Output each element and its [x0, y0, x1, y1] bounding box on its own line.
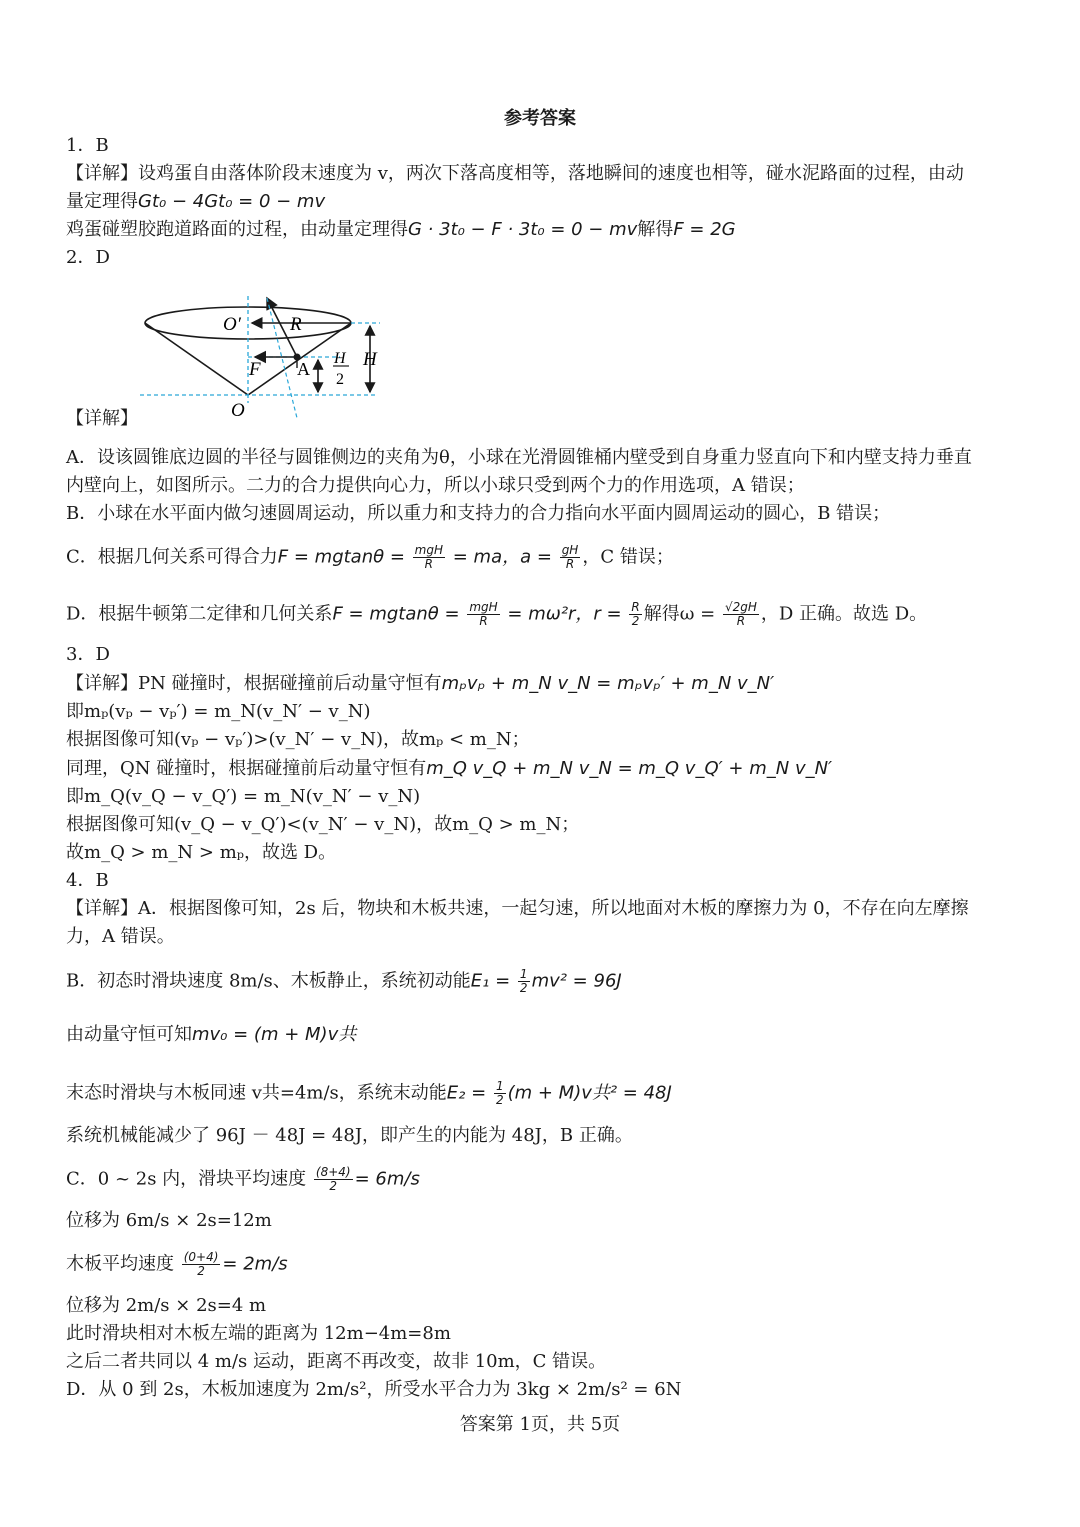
q4-c3-eq: = 2m/s [222, 1253, 288, 1275]
q1-detail-line1: 【详解】设鸡蛋自由落体阶段末速度为 v，两次下落高度相等，落地瞬间的速度也相等，碰水泥路面的过程，由动 [66, 163, 964, 184]
label-h: H [363, 349, 377, 370]
label-o-prime: O′ [223, 314, 241, 335]
q1-equation-1: Gt₀ − 4Gt₀ = 0 − mv [138, 191, 326, 212]
q4-c3-text: 木板平均速度 [66, 1253, 174, 1275]
q2-c-text: C．根据几何关系可得合力 [66, 546, 278, 568]
q4-d-line1: D．从 0 到 2s，木板加速度为 2m/s²，所受水平合力为 3kg × 2m/s² = 6N [66, 1379, 682, 1400]
q1-detail-line3 [66, 218, 736, 242]
q2-d-frac3 [723, 601, 759, 628]
q2-c-frac2-num: gH [561, 543, 579, 557]
label-half-h-num: H [334, 350, 346, 367]
q2-d-text: D．根据牛顿第二定律和几何关系 [66, 603, 333, 625]
q4-b-line3 [66, 1080, 672, 1107]
label-r: R [290, 314, 302, 335]
q4-c-line3 [66, 1251, 288, 1278]
q4-b3-eq-pre: E₂ = [446, 1082, 487, 1104]
q4-c1-eq: = 6m/s [354, 1168, 420, 1190]
q2-b-line: B．小球在水平面内做匀速圆周运动，所以重力和支持力的合力指向水平面内圆周运动的圆心，B 错误； [66, 503, 891, 524]
q4-b1-frac-num: 1 [519, 967, 528, 981]
q2-d-eq1: F = mgtanθ = [332, 603, 460, 625]
label-a: A [297, 359, 310, 379]
q2-detail-label: 【详解】 [66, 408, 138, 429]
q4-c3-frac-num: (0+4) [183, 1250, 219, 1264]
q4-c1-frac [314, 1166, 353, 1193]
q4-b3-text: 末态时滑块与木板同速 v共=4m/s，系统末动能 [66, 1082, 447, 1104]
cone-diagram [140, 288, 390, 428]
q3-line4-eq: m_Q v_Q + m_N v_N = m_Q v_Q′ + m_N v_N′ [426, 758, 833, 779]
q3-line4 [66, 757, 832, 781]
q2-d-frac3-den: R [736, 614, 746, 628]
q4-c-line1 [66, 1166, 420, 1193]
q4-b2-eq: mv₀ = (m + M)v共 [192, 1024, 357, 1045]
q4-c1-frac-den: 2 [329, 1179, 338, 1193]
q1-equation-3: F = 2G [673, 219, 736, 240]
q3-line3: 根据图像可知(vₚ − vₚ′)>(v_N′ − v_N)，故mₚ < m_N； [66, 729, 530, 750]
q1-detail-line2-text: 量定理得 [66, 191, 138, 212]
q4-c-line5: 此时滑块相对木板左端的距离为 12m−4m=8m [66, 1323, 451, 1344]
q2-c-frac2 [560, 544, 581, 571]
label-o: O [231, 400, 245, 421]
q2-d-frac1 [467, 601, 499, 628]
q4-b-line1 [66, 968, 622, 995]
q4-b-line2 [66, 1023, 356, 1047]
q1-detail-line2 [66, 190, 325, 214]
q2-c-eq2: = ma，a = [452, 546, 552, 568]
q2-c-frac1 [413, 544, 445, 571]
q2-d-frac1-num: mgH [469, 600, 498, 614]
q1-detail-line3-text: 鸡蛋碰塑胶跑道路面的过程，由动量定理得 [66, 219, 408, 240]
label-f: F [249, 359, 261, 380]
q4-a-line1: 【详解】A．根据图像可知，2s 后，物块和木板共速，一起匀速，所以地面对木板的摩擦力为 0，不存在向左摩擦 [66, 898, 969, 919]
q3-line1-text: 【详解】PN 碰撞时，根据碰撞前后动量守恒有 [66, 673, 442, 694]
q3-line5: 即m_Q(v_Q − v_Q′) = m_N(v_N′ − v_N) [66, 786, 421, 807]
q3-line1 [66, 672, 774, 696]
page-title: 参考答案 [504, 108, 576, 129]
q2-d-frac3-num: √2gH [724, 600, 757, 614]
page-footer: 答案第 1页，共 5页 [459, 1414, 621, 1435]
q2-d-frac1-den: R [479, 614, 488, 628]
q4-c-line2: 位移为 6m/s × 2s=12m [66, 1210, 272, 1231]
q1-equation-2: G · 3t₀ − F · 3t₀ = 0 − mv [408, 219, 638, 240]
q2-c-line [66, 544, 674, 571]
q2-answer: 2．D [66, 247, 110, 268]
q4-b1-eq-pre: E₁ = [470, 970, 511, 992]
q3-line1-eq: mₚvₚ + m_N v_N = mₚvₚ′ + m_N v_N′ [441, 673, 775, 694]
q4-c-line6: 之后二者共同以 4 m/s 运动，距离不再改变，故非 10m，C 错误。 [66, 1351, 607, 1372]
q2-d-line [66, 601, 927, 628]
q3-line7: 故m_Q > m_N > mₚ，故选 D。 [66, 842, 337, 863]
q1-detail-line3-text2: 解得 [637, 219, 674, 240]
label-half-h-den: 2 [336, 371, 344, 388]
q3-answer: 3．D [66, 644, 110, 665]
q2-d-eq2: = mω²r，r = [507, 603, 622, 625]
q2-c-frac1-den: R [424, 557, 434, 571]
q2-c-end: ，C 错误； [582, 546, 674, 568]
q4-b3-frac [494, 1080, 506, 1107]
q4-b1-text: B．初态时滑块速度 8m/s、木板静止，系统初动能 [66, 970, 471, 992]
q3-line4-text: 同理，QN 碰撞时，根据碰撞前后动量守恒有 [66, 758, 427, 779]
q3-line2: 即mₚ(vₚ − vₚ′) = m_N(v_N′ − v_N) [66, 701, 371, 722]
q4-b1-eq-post: mv² = 96J [531, 970, 622, 992]
q4-c1-frac-num: (8+4) [315, 1165, 351, 1179]
q4-c3-frac [182, 1251, 221, 1278]
q4-b-line4: 系统机械能减少了 96J － 48J = 48J，即产生的内能为 48J，B 正确。 [66, 1125, 633, 1146]
q4-b3-eq-post: (m + M)v共² = 48J [507, 1082, 672, 1104]
q4-answer: 4．B [66, 870, 109, 891]
q2-d-frac2 [629, 601, 641, 628]
q4-b1-frac-den: 2 [519, 981, 528, 995]
q4-b2-text: 由动量守恒可知 [66, 1024, 192, 1045]
q2-d-text2: 解得ω = [643, 603, 716, 625]
q2-d-frac2-den: 2 [631, 614, 640, 628]
q1-answer: 1．B [66, 135, 109, 156]
q2-c-frac1-num: mgH [414, 543, 444, 557]
q4-c3-frac-den: 2 [197, 1264, 205, 1278]
q4-c-line4: 位移为 2m/s × 2s=4 m [66, 1295, 267, 1316]
q4-b3-frac-num: 1 [495, 1079, 504, 1093]
q2-c-frac2-den: R [565, 557, 575, 571]
q2-a-line1: A．设该圆锥底边圆的半径与圆锥侧边的夹角为θ，小球在光滑圆锥桶内壁受到自身重力竖直向下和内壁支持力垂直 [66, 447, 972, 468]
q2-a-line2: 内壁向上，如图所示。二力的合力提供向心力，所以小球只受到两个力的作用选项，A 错误； [66, 475, 805, 496]
q4-b3-frac-den: 2 [495, 1093, 504, 1107]
q4-b1-frac [518, 968, 530, 995]
q2-c-eq1: F = mgtanθ = [277, 546, 405, 568]
q3-line6: 根据图像可知(v_Q − v_Q′)<(v_N′ − v_N)，故m_Q > m_N； [66, 814, 580, 835]
q4-a-line2: 力，A 错误。 [66, 926, 175, 947]
q2-d-frac2-num: R [631, 600, 640, 614]
q4-c1-text: C．0 ~ 2s 内，滑块平均速度 [66, 1168, 307, 1190]
q2-d-end: ，D 正确。故选 D。 [760, 603, 928, 625]
